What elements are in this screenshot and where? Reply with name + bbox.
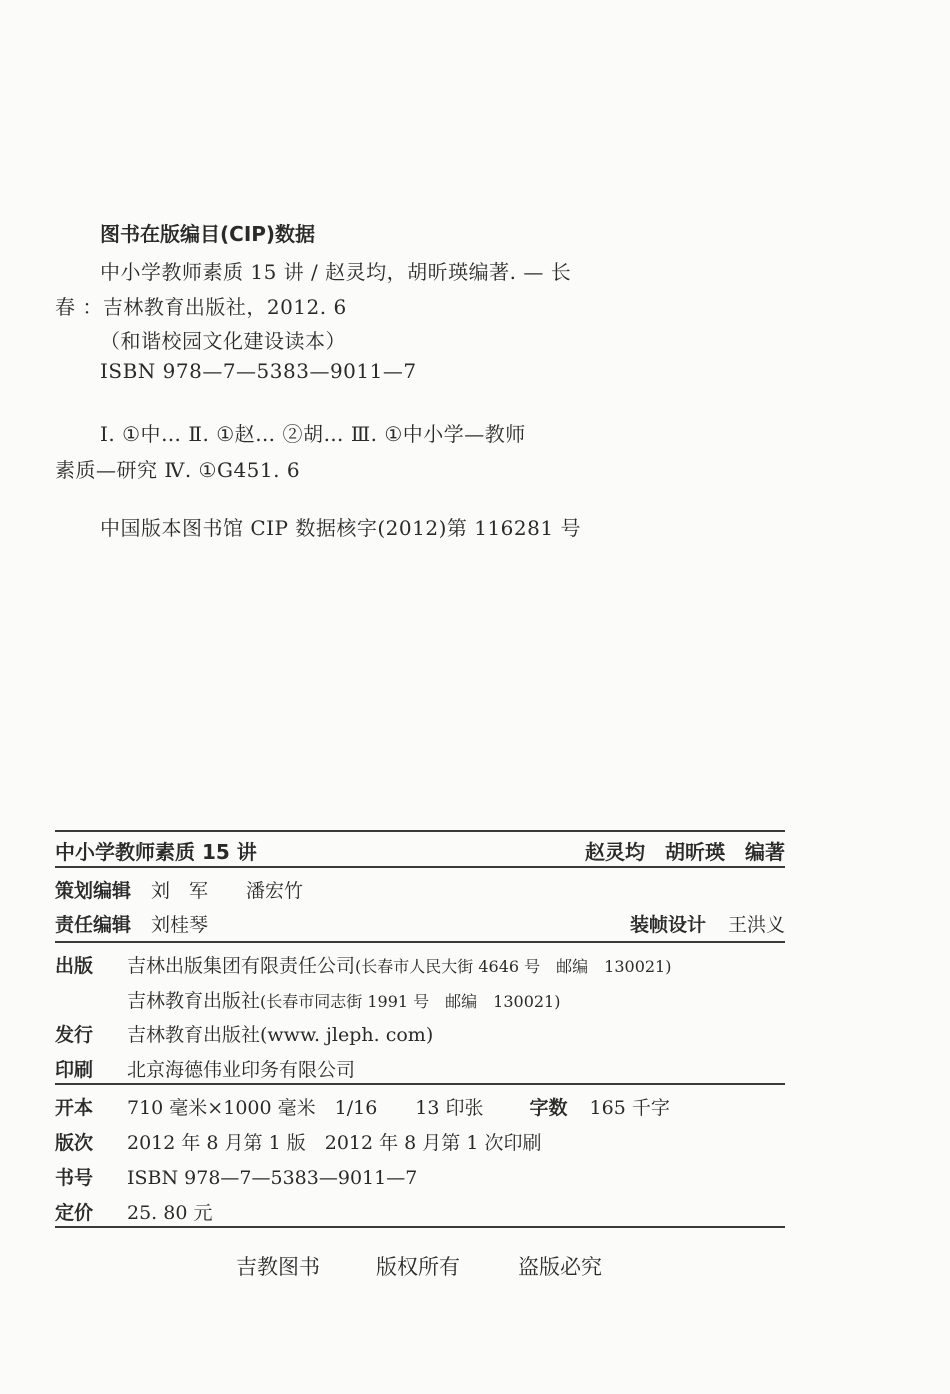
publisher-1: 吉林出版集团有限责任公司 (127, 955, 356, 977)
isbn-row (55, 1163, 785, 1190)
footer-piracy-warning: 盗版必究 (518, 1255, 602, 1279)
cip-heading: 图书在版编目(CIP)数据 (100, 222, 316, 246)
isbn-value: ISBN 978—7—5383—9011—7 (127, 1167, 418, 1189)
cip-classification-line-2: 素质—研究 Ⅳ. ①G451. 6 (55, 458, 301, 482)
planning-editor-names: 刘 军 潘宏竹 (151, 880, 304, 902)
format-label: 开本 (55, 1097, 94, 1119)
responsible-editor-name: 刘桂琴 (151, 914, 209, 936)
printer-row (55, 1055, 785, 1082)
print-label: 印刷 (55, 1059, 94, 1081)
edition-row (55, 1128, 785, 1155)
publisher-2-address: (长春市同志街 1991 号 邮编 130021) (260, 992, 561, 1011)
price-label: 定价 (55, 1202, 94, 1224)
footer-copyright: 版权所有 (376, 1255, 460, 1279)
price-row (55, 1198, 785, 1225)
format-row (55, 1093, 785, 1120)
colophon-printer-rule (55, 1083, 785, 1085)
publish-label: 出版 (55, 955, 94, 977)
publisher-row-1 (55, 951, 785, 978)
responsible-editor-row (55, 910, 785, 937)
responsible-editor-label: 责任编辑 (55, 914, 132, 936)
colophon-title-rule (55, 866, 785, 868)
cip-series-line: （和谐校园文化建设读本） (100, 329, 346, 353)
isbn-label: 书号 (55, 1167, 94, 1189)
colophon-editor-rule (55, 941, 785, 943)
distributor-row (55, 1020, 785, 1047)
colophon-title-row (55, 836, 785, 865)
publisher-1-address: (长春市人民大街 4646 号 邮编 130021) (355, 957, 672, 976)
word-count-value: 165 千字 (589, 1097, 670, 1119)
distribute-label: 发行 (55, 1024, 94, 1046)
cip-publisher-line: 春 ：吉林教育出版社，2012. 6 (55, 295, 347, 319)
book-title: 中小学教师素质 15 讲 (55, 840, 257, 864)
cip-record-number: 中国版本图书馆 CIP 数据核字(2012)第 116281 号 (100, 516, 581, 540)
price-value: 25. 80 元 (127, 1202, 213, 1224)
word-count-label: 字数 (529, 1097, 568, 1119)
format-value: 710 毫米×1000 毫米 1/16 13 印张 (127, 1097, 484, 1119)
planning-editor-label: 策划编辑 (55, 880, 132, 902)
cip-isbn-line: ISBN 978—7—5383—9011—7 (100, 359, 417, 383)
planning-editor-row (55, 876, 785, 903)
colophon-bottom-rule (55, 1226, 785, 1228)
book-authors: 赵灵均 胡昕瑛 编著 (585, 840, 785, 864)
distributor: 吉林教育出版社(www. jleph. com) (127, 1024, 434, 1046)
printer: 北京海德伟业印务有限公司 (127, 1059, 356, 1081)
edition-label: 版次 (55, 1132, 94, 1154)
cover-design-name: 王洪义 (727, 914, 785, 936)
edition-value: 2012 年 8 月第 1 版 2012 年 8 月第 1 次印刷 (127, 1132, 542, 1154)
cip-classification-line: Ⅰ. ①中… Ⅱ. ①赵… ②胡… Ⅲ. ①中小学—教师 (100, 422, 526, 446)
cip-title-line: 中小学教师素质 15 讲 / 赵灵均，胡昕瑛编著. — 长 (100, 260, 572, 284)
colophon-top-rule (55, 830, 785, 832)
cover-design-label: 装帧设计 (629, 914, 706, 936)
publisher-row-2 (55, 986, 785, 1013)
publisher-2: 吉林教育出版社 (127, 990, 261, 1012)
footer-publisher-brand: 吉教图书 (236, 1255, 320, 1279)
